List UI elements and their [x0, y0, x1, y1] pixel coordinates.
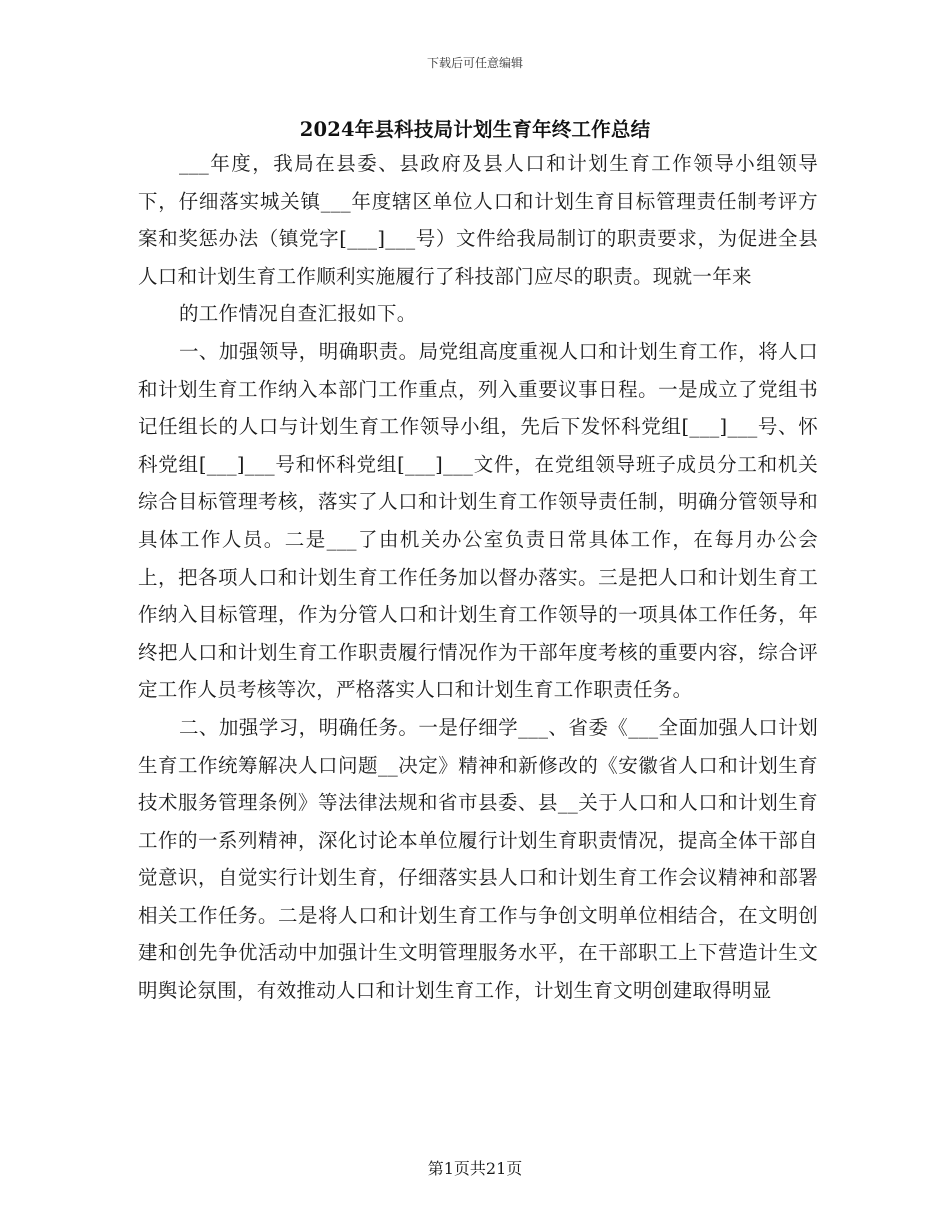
paragraph-intro-continued: 的工作情况自查汇报如下。: [178, 302, 417, 326]
paragraph-intro: ___年度，我局在县委、县政府及县人口和计划生育工作领导小组领导下，仔细落实城关镇___年度辖区单位人口和计划生育目标管理责任制考评方案和奖惩办法（镇党字[___]___号）文件给我局制订的职责要求，为促进全县人口和计划生育工作顺利实施履行了科技部门应尽的职责。现就一年来: [138, 152, 818, 288]
header-note: 下载后可任意编辑: [426, 56, 523, 70]
document-body: [138, 145, 818, 1010]
paragraph-section-1: 一、加强领导，明确职责。局党组高度重视人口和计划生育工作，将人口和计划生育工作纳入本部门工作重点，列入重要议事日程。一是成立了党组书记任组长的人口与计划生育工作领导小组，先后下发怀科党组[___]___号、怀科党组[___]___号和怀科党组[___]___文件，在党组领导班子成员分工和机关综合目标管理考核，落实了人口和计划生育工作领导责任制，明确分管领导和具体工作人员。二是___了由机关办公室负责日常具体工作，在每月办公会上，把各项人口和计划生育工作任务加以督办落实。三是把人口和计划生育工作纳入目标管理，作为分管人口和计划生育工作领导的一项具体工作任务，年终把人口和计划生育工作职责履行情况作为干部年度考核的重要内容，综合评定工作人员考核等次，严格落实人口和计划生育工作职责任务。: [138, 339, 818, 702]
paragraph-section-2: 二、加强学习，明确任务。一是仔细学___、省委《___全面加强人口计划生育工作统筹解决人口问题__决定》精神和新修改的《安徽省人口和计划生育技术服务管理条例》等法律法规和省市县委、县__关于人口和人口和计划生育工作的一系列精神，深化讨论本单位履行计划生育职责情况，提高全体干部自觉意识，自觉实行计划生育，仔细落实县人口和计划生育工作会议精神和部署相关工作任务。二是将人口和计划生育工作与争创文明单位相结合，在文明创建和创先争优活动中加强计生文明管理服务水平，在干部职工上下营造计生文明舆论氛围，有效推动人口和计划生育工作，计划生育文明创建取得明显: [138, 715, 818, 1003]
document-title: 2024年县科技局计划生育年终工作总结: [299, 118, 651, 141]
page-number: 第1页共21页: [427, 1159, 523, 1178]
